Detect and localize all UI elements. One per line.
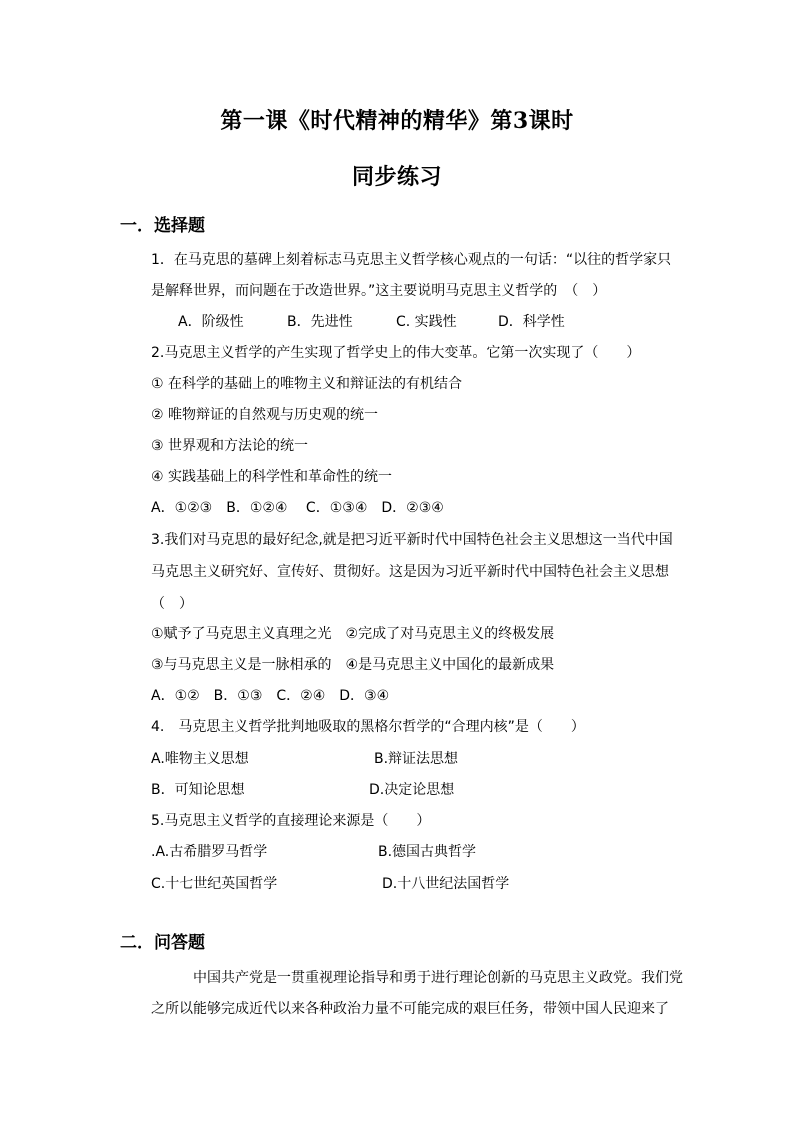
q1-option-c: C. 实践性 [396, 314, 457, 330]
q5-option-c: C.十七世纪英国哲学 [151, 876, 278, 892]
essay-paragraph-line2: 之所以能够完成近代以来各种政治力量不可能完成的艰巨任务，带领中国人民迎来了 [151, 1001, 669, 1017]
page-title: 第一课《时代精神的精华》第3课时 [220, 108, 574, 134]
q2-item-4: ④ 实践基础上的科学性和革命性的统一 [151, 469, 392, 485]
essay-paragraph-line1: 中国共产党是一贯重视理论指导和勇于进行理论创新的马克思主义政党。我们党 [151, 970, 683, 986]
q4-option-d: D.决定论思想 [369, 782, 455, 798]
q5-option-b: B.德国古典哲学 [378, 844, 477, 860]
q3-items-b: ③与马克思主义是一脉相承的 ④是马克思主义中国化的最新成果 [151, 657, 555, 673]
q3-stem-line1: 3.我们对马克思的最好纪念,就是把习近平新时代中国特色社会主义思想这一当代中国 [151, 532, 673, 548]
page-subtitle: 同步练习 [351, 164, 442, 190]
q4-option-a: A.唯物主义思想 [151, 751, 249, 767]
q1-stem-line1: 1．在马克思的墓碑上刻着标志马克思主义哲学核心观点的一句话：“以往的哲学家只 [151, 252, 672, 268]
section-heading-choice: 一．选择题 [120, 216, 205, 236]
q2-item-2: ② 唯物辩证的自然观与历史观的统一 [151, 407, 379, 423]
q5-stem: 5.马克思主义哲学的直接理论来源是（ ） [151, 813, 431, 829]
q3-stem-line3: （ ） [151, 596, 193, 612]
q2-item-1: ① 在科学的基础上的唯物主义和辩证法的有机结合 [151, 376, 462, 392]
q2-item-3: ③ 世界观和方法论的统一 [151, 438, 309, 454]
q4-option-c: B．可知论思想 [151, 782, 245, 798]
q3-stem-line2: 马克思主义研究好、宣传好、贯彻好。这是因为习近平新时代中国特色社会主义思想 [151, 564, 669, 580]
q1-option-b: B．先进性 [287, 314, 353, 330]
q1-option-d: D．科学性 [498, 314, 565, 330]
q1-stem-line2: 是解释世界，而问题在于改造世界。”这主要说明马克思主义哲学的 （ ） [151, 283, 607, 299]
section-heading-essay: 二．问答题 [120, 933, 205, 953]
q5-option-d: D.十八世纪法国哲学 [382, 876, 510, 892]
q2-options: A．①②③ B．①②④ C．①③④ D．②③④ [151, 500, 444, 516]
q3-items-a: ①赋予了马克思主义真理之光 ②完成了对马克思主义的终极发展 [151, 626, 555, 642]
q4-option-b: B.辩证法思想 [374, 751, 459, 767]
q1-option-a: A．阶级性 [178, 314, 244, 330]
q5-option-a: .A.古希腊罗马哲学 [151, 844, 268, 860]
q3-options: A．①② B．①③ C．②④ D．③④ [151, 688, 390, 704]
q4-stem: 4. 马克思主义哲学批判地吸取的黑格尔哲学的“合理内核”是（ ） [151, 719, 585, 735]
q2-stem: 2.马克思主义哲学的产生实现了哲学史上的伟大变革。它第一次实现了（ ） [151, 345, 641, 361]
